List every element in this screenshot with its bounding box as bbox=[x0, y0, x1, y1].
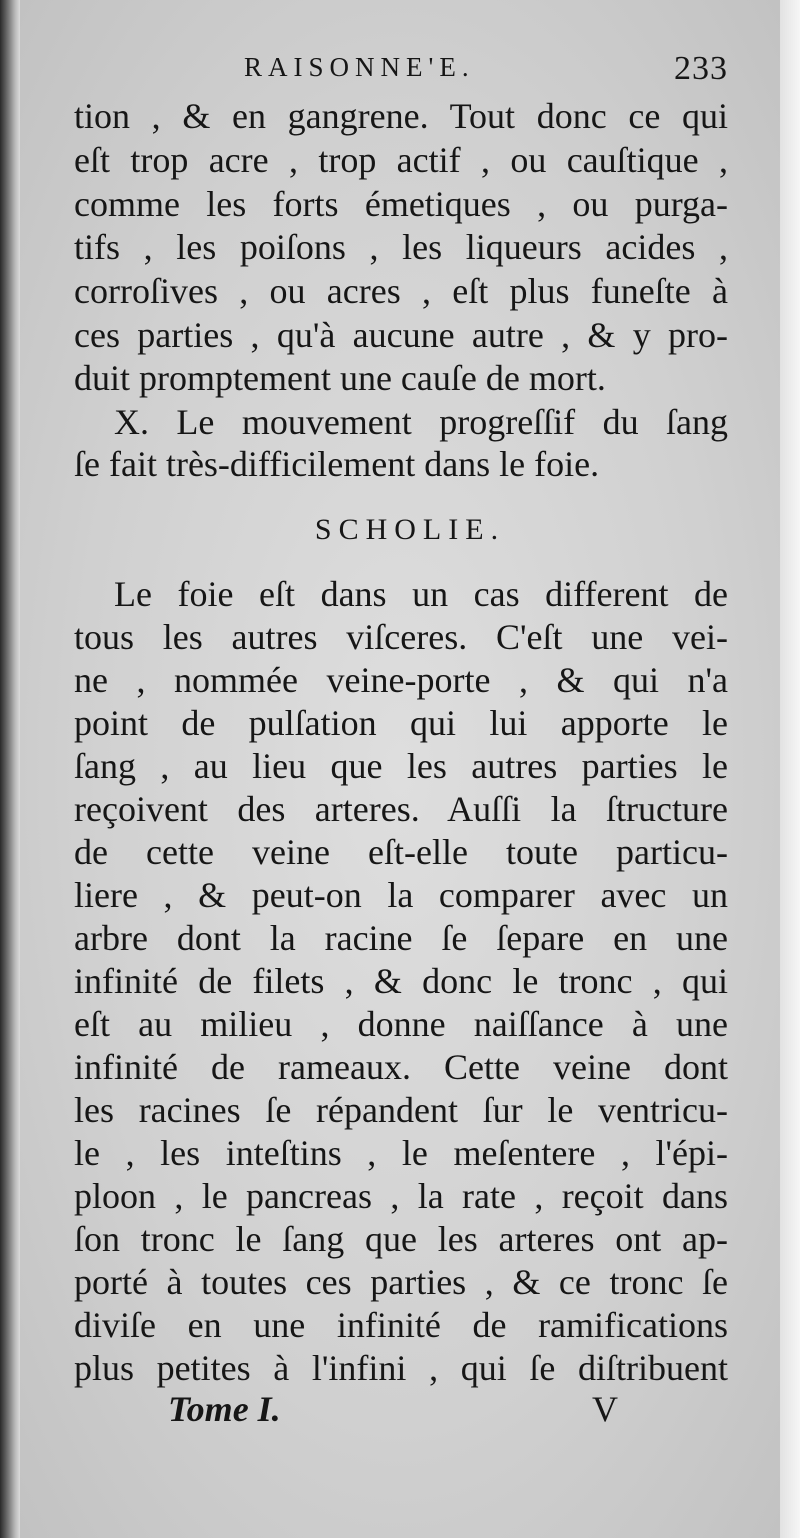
scan-edge-left bbox=[0, 0, 20, 1538]
text-line: porté à toutes ces parties , & ce tronc ſe bbox=[74, 1262, 728, 1302]
text-line: tion , & en gangrene. Tout donc ce qui bbox=[74, 96, 728, 136]
text-line: ces parties , qu'à aucune autre , & y pro- bbox=[74, 315, 728, 355]
text-line: plus petites à l'infini , qui ſe diſtribuent bbox=[74, 1348, 728, 1388]
text-line: X. Le mouvement progreſſif du ſang bbox=[114, 402, 728, 442]
scan-edge-right bbox=[780, 0, 800, 1538]
text-line: tifs , les poiſons , les liqueurs acides , bbox=[74, 227, 728, 267]
section-heading-scholie: SCHOLIE. bbox=[314, 513, 506, 546]
text-line: eſt au milieu , donne naiſſance à une bbox=[74, 1004, 728, 1044]
text-line: infinité de filets , & donc le tronc , qui bbox=[74, 961, 728, 1001]
text-line: Le foie eſt dans un cas different de bbox=[114, 574, 728, 614]
text-line: les racines ſe répandent ſur le ventricu- bbox=[74, 1090, 728, 1130]
text-line: reçoivent des arteres. Auſſi la ſtructure bbox=[74, 789, 728, 829]
text-line: corroſives , ou acres , eſt plus funeſte à bbox=[74, 271, 728, 311]
text-line: ploon , le pancreas , la rate , reçoit dans bbox=[74, 1176, 728, 1216]
signature-mark: V bbox=[592, 1389, 618, 1429]
text-line: comme les forts émetiques , ou purga- bbox=[74, 184, 728, 224]
text-line: infinité de rameaux. Cette veine dont bbox=[74, 1047, 728, 1087]
volume-label: Tome I. bbox=[168, 1389, 281, 1429]
running-head: RAISONNE'E. bbox=[244, 52, 475, 82]
text-line: point de pulſation qui lui apporte le bbox=[74, 703, 728, 743]
text-line: tous les autres viſceres. C'eſt une vei- bbox=[74, 617, 728, 657]
text-line: ſe fait très-difficilement dans le foie. bbox=[74, 444, 600, 484]
text-line: arbre dont la racine ſe ſepare en une bbox=[74, 918, 728, 958]
text-line: ſang , au lieu que les autres parties le bbox=[74, 746, 728, 786]
text-line: de cette veine eſt-elle toute particu- bbox=[74, 832, 728, 872]
text-line: le , les inteſtins , le meſentere , l'épi- bbox=[74, 1133, 728, 1173]
text-line: liere , & peut-on la comparer avec un bbox=[74, 875, 728, 915]
text-line: duit promptement une cauſe de mort. bbox=[74, 358, 606, 398]
text-line: diviſe en une infinité de ramifications bbox=[74, 1305, 728, 1345]
text-line: ne , nommée veine-porte , & qui n'a bbox=[74, 660, 728, 700]
page-number: 233 bbox=[674, 50, 728, 87]
page-footer bbox=[0, 1388, 800, 1438]
text-line: ſon tronc le ſang que les arteres ont ap- bbox=[74, 1219, 728, 1259]
page-header bbox=[58, 52, 728, 92]
text-line: eſt trop acre , trop actif , ou cauſtique , bbox=[74, 140, 728, 180]
